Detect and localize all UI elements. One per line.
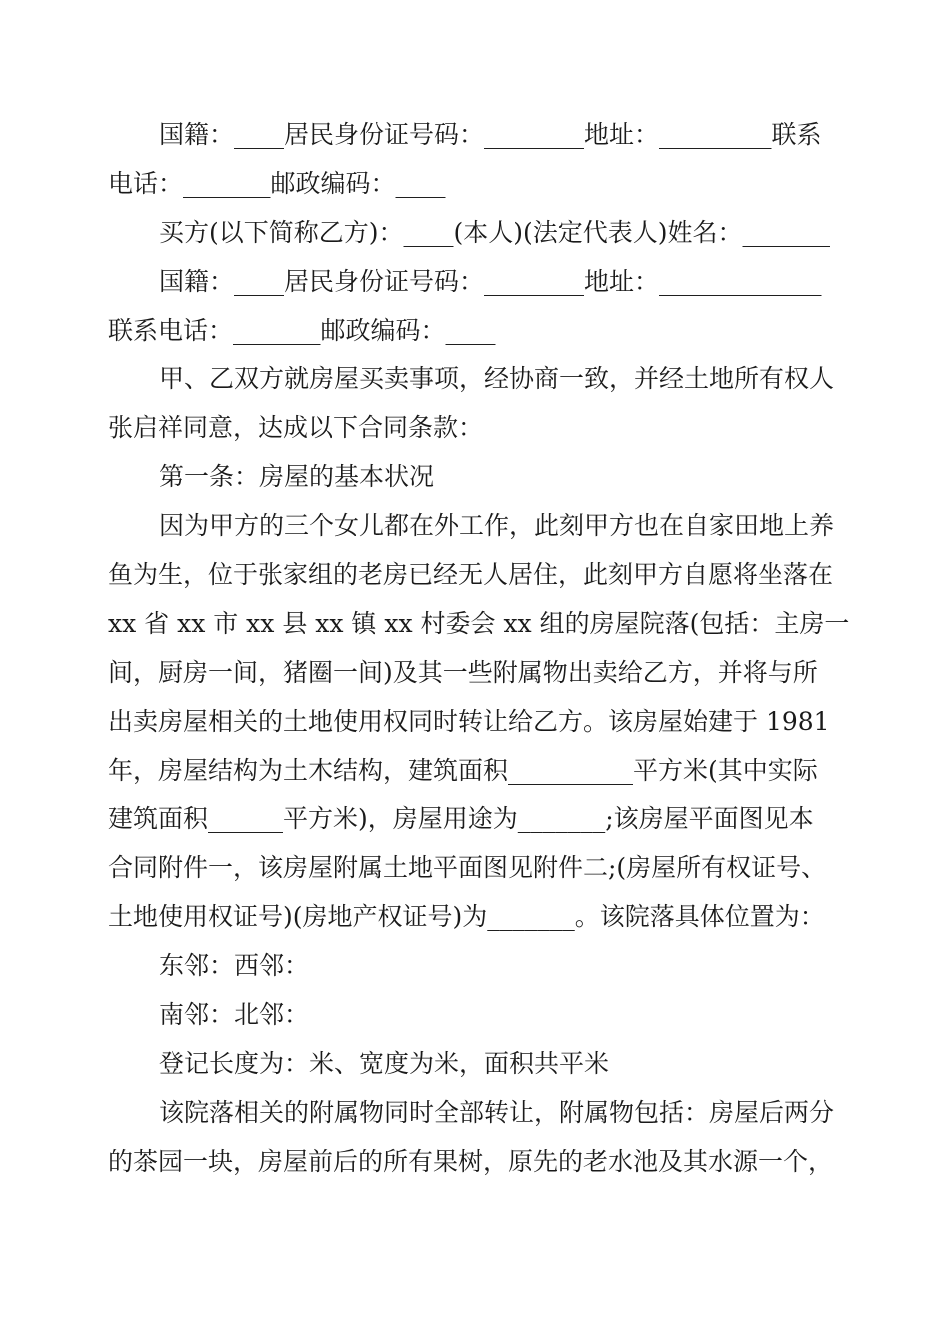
text-line: 南邻：北邻： [159,1000,310,1030]
text-line: 登记长度为：米、宽度为米，面积共平米 [159,1048,610,1078]
text-line: 该院落相关的附属物同时全部转让，附属物包括：房屋后两分 [159,1097,835,1127]
text-line: 的茶园一块，房屋前后的所有果树，原先的老水池及其水源一个， [108,1146,834,1176]
text-line: 土地使用权证号)(房地产权证号)为_______。该院落具体位置为： [108,902,825,932]
text-line: 国籍：____居民身份证号码：________地址：_________联系 [159,120,822,149]
text-line: 张启祥同意，达成以下合同条款： [108,413,484,443]
text-line: 国籍：____居民身份证号码：________地址：_____________ [159,266,822,296]
text-line: 建筑面积______平方米)，房屋用途为_______;该房屋平面图见本 [108,804,814,834]
text-line: 东邻：西邻： [159,951,310,981]
text-line: 年，房屋结构为土木结构，建筑面积__________平方米(其中实际 [108,755,818,785]
text-line: 甲、乙双方就房屋买卖事项，经协商一致，并经土地所有权人 [159,364,835,394]
text-line: 电话：_______邮政编码：____ [108,168,446,198]
text-line: 因为甲方的三个女儿都在外工作，此刻甲方也在自家田地上养 [159,511,835,541]
text-line: 出卖房屋相关的土地使用权同时转让给乙方。该房屋始建于 1981 [108,706,830,736]
text-line: 合同附件一，该房屋附属土地平面图见附件二;(房屋所有权证号、 [108,853,827,883]
text-line: xx 省 xx 市 xx 县 xx 镇 xx 村委会 xx 组的房屋院落(包括：主房一 [108,608,850,638]
text-line: 买方(以下简称乙方)：____(本人)(法定代表人)姓名：_______ [159,217,831,247]
text-line: 间，厨房一间，猪圈一间)及其一些附属物出卖给乙方，并将与所 [108,657,818,687]
text-line: 鱼为生，位于张家组的老房已经无人居住，此刻甲方自愿将坐落在 [108,560,834,590]
text-line: 联系电话：_______邮政编码：____ [108,315,496,345]
section-heading: 第一条：房屋的基本状况 [159,462,435,492]
contract-body [108,111,850,1187]
